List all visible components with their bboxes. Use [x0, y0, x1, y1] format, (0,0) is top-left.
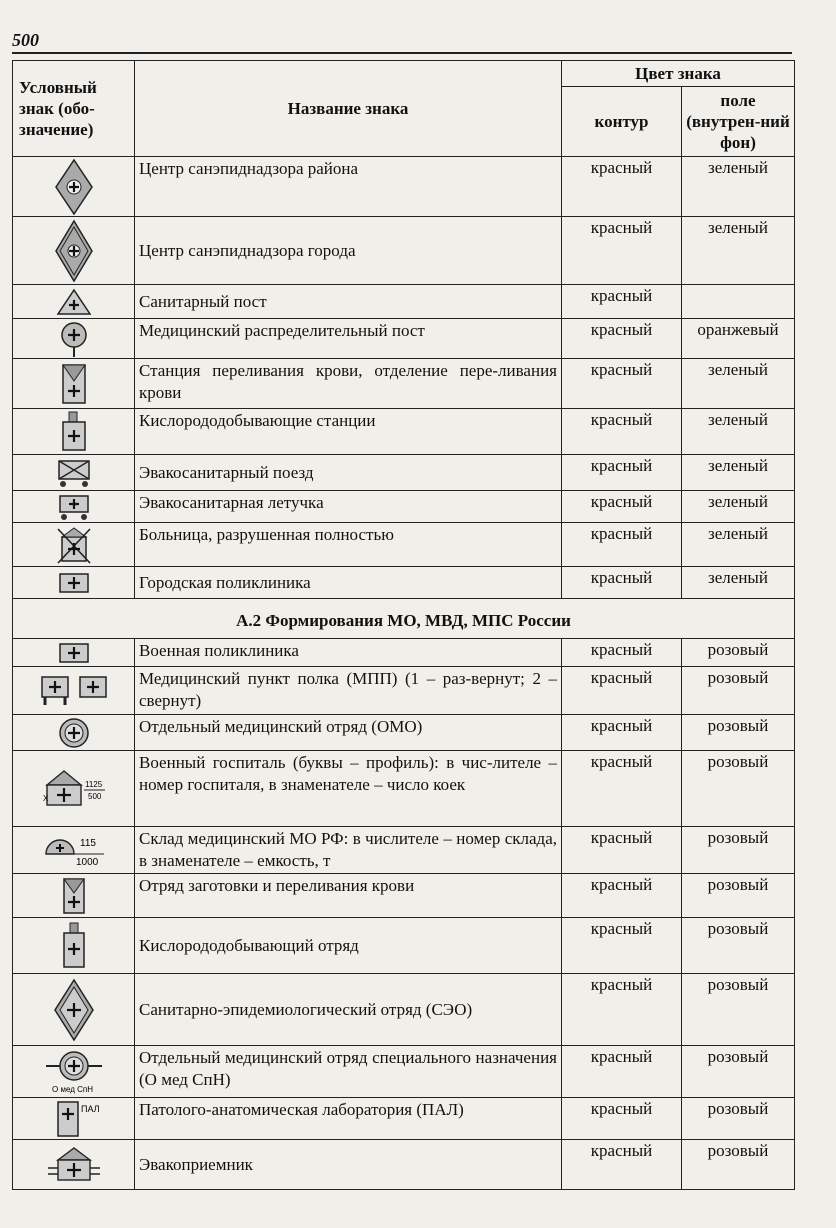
sign-name: Кислорододобывающие станции: [135, 409, 562, 455]
col-header-field: поле (внутрен-ний фон): [682, 87, 795, 157]
evac-train-icon: [53, 457, 95, 489]
warehouse-number: 115: [79, 838, 96, 849]
oxygen-detachment-icon: [59, 921, 89, 971]
sign-name: Отдельный медицинский отряд специального назначения (О мед СпН): [135, 1046, 562, 1098]
sign-name: Санитарно-эпидемиологический отряд (СЭО): [135, 974, 562, 1046]
contour-color: красный: [562, 715, 682, 751]
diamond-cross-icon: [54, 158, 94, 216]
table-row: [13, 667, 795, 715]
field-color: [682, 285, 795, 319]
sign-name: Городская поликлиника: [135, 567, 562, 599]
field-color: зеленый: [682, 455, 795, 491]
triangle-cross-icon: [54, 288, 94, 316]
hospital-number: 1125: [84, 779, 102, 789]
pal-lab-icon: [44, 1099, 104, 1139]
sign-name: Отряд заготовки и переливания крови: [135, 874, 562, 918]
contour-color: красный: [562, 1046, 682, 1098]
evac-flyer-icon: [54, 493, 94, 521]
contour-color: красный: [562, 319, 682, 359]
page-number: 500: [12, 30, 39, 50]
table-row: [13, 567, 795, 599]
blood-station-icon: [57, 361, 91, 407]
section-title: А.2 Формирования МО, МВД, МПС России: [13, 599, 795, 639]
sign-name: Больница, разрушенная полностью: [135, 523, 562, 567]
table-row: [13, 751, 795, 827]
regiment-medpoint-icon: [38, 674, 110, 708]
sign-name: Санитарный пост: [135, 285, 562, 319]
table-row: [13, 455, 795, 491]
sign-name: Патолого-анатомическая лаборатория (ПАЛ): [135, 1098, 562, 1140]
table-row: [13, 523, 795, 567]
sign-name: Центр санэпиднадзора города: [135, 217, 562, 285]
contour-color: красный: [562, 667, 682, 715]
sign-name: Отдельный медицинский отряд (ОМО): [135, 715, 562, 751]
contour-color: красный: [562, 491, 682, 523]
col-header-contour: контур: [562, 87, 682, 157]
seo-diamond-icon: [53, 978, 95, 1042]
table-row: [13, 918, 795, 974]
double-diamond-cross-icon: [54, 219, 94, 283]
col-header-symbol: Условный знак (обо-значение): [13, 61, 135, 157]
destroyed-hospital-icon: [54, 525, 94, 565]
contour-color: красный: [562, 409, 682, 455]
header-rule: [12, 52, 792, 54]
sign-name: Военная поликлиника: [135, 639, 562, 667]
table-row: [13, 319, 795, 359]
col-header-name: Название знака: [135, 61, 562, 157]
field-color: оранжевый: [682, 319, 795, 359]
table-row: [13, 715, 795, 751]
field-color: розовый: [682, 751, 795, 827]
field-color: розовый: [682, 1140, 795, 1190]
blood-detachment-icon: [59, 876, 89, 916]
signs-table: [12, 60, 795, 1190]
table-row: [13, 1098, 795, 1140]
military-hospital-icon: [39, 767, 109, 811]
sign-name: Медицинский пункт полка (МПП) (1 – раз-вернут; 2 – свернут): [135, 667, 562, 715]
medical-warehouse-icon: [40, 832, 108, 868]
field-color: розовый: [682, 639, 795, 667]
contour-color: красный: [562, 1098, 682, 1140]
contour-color: красный: [562, 827, 682, 874]
table-row: [13, 827, 795, 874]
omo-circle-icon: [57, 717, 91, 749]
field-color: розовый: [682, 1046, 795, 1098]
sign-name: Склад медицинский МО РФ: в числителе – номер склада, в знаменателе – емкость, т: [135, 827, 562, 874]
sign-name: Эвакосанитарный поезд: [135, 455, 562, 491]
contour-color: красный: [562, 285, 682, 319]
sign-name: Военный госпиталь (буквы – профиль): в чис-лителе – номер госпиталя, в знаменателе – число коек: [135, 751, 562, 827]
section-row: [13, 599, 795, 639]
contour-color: красный: [562, 455, 682, 491]
field-color: зеленый: [682, 409, 795, 455]
table-row: [13, 409, 795, 455]
field-color: розовый: [682, 974, 795, 1046]
sign-name: Центр санэпиднадзора района: [135, 157, 562, 217]
sign-name: Эвакоприемник: [135, 1140, 562, 1190]
contour-color: красный: [562, 359, 682, 409]
table-row: [13, 1140, 795, 1190]
table-row: [13, 974, 795, 1046]
field-color: зеленый: [682, 523, 795, 567]
circle-flag-icon: [57, 320, 91, 358]
col-header-color: Цвет знака: [562, 61, 795, 87]
sign-name: Эвакосанитарная летучка: [135, 491, 562, 523]
field-color: розовый: [682, 827, 795, 874]
field-color: розовый: [682, 1098, 795, 1140]
field-color: розовый: [682, 715, 795, 751]
table-row: [13, 359, 795, 409]
sign-name: Станция переливания крови, отделение пере-ливания крови: [135, 359, 562, 409]
table-row: [13, 874, 795, 918]
field-color: розовый: [682, 667, 795, 715]
table-row: [13, 285, 795, 319]
omed-spn-caption: О мед СпН: [51, 1084, 93, 1094]
contour-color: красный: [562, 918, 682, 974]
field-color: розовый: [682, 918, 795, 974]
field-color: розовый: [682, 874, 795, 918]
military-clinic-icon: [54, 642, 94, 664]
contour-color: красный: [562, 217, 682, 285]
contour-color: красный: [562, 639, 682, 667]
table-row: [13, 1046, 795, 1098]
field-color: зеленый: [682, 157, 795, 217]
contour-color: красный: [562, 157, 682, 217]
city-clinic-icon: [54, 571, 94, 595]
table-row: [13, 491, 795, 523]
oxygen-station-icon: [57, 410, 91, 454]
field-color: зеленый: [682, 567, 795, 599]
sign-name: Кислорододобывающий отряд: [135, 918, 562, 974]
table-row: [13, 217, 795, 285]
contour-color: красный: [562, 1140, 682, 1190]
table-row: [13, 157, 795, 217]
contour-color: красный: [562, 874, 682, 918]
pal-caption: ПАЛ: [80, 1103, 100, 1114]
omed-spn-icon: [40, 1048, 108, 1096]
field-color: зеленый: [682, 359, 795, 409]
hospital-profile-letter: Х: [42, 793, 48, 803]
contour-color: красный: [562, 751, 682, 827]
evac-receiver-icon: [44, 1144, 104, 1186]
warehouse-capacity: 1000: [75, 857, 98, 868]
field-color: зеленый: [682, 491, 795, 523]
table-row: [13, 639, 795, 667]
sign-name: Медицинский распределительный пост: [135, 319, 562, 359]
contour-color: красный: [562, 567, 682, 599]
contour-color: красный: [562, 974, 682, 1046]
field-color: зеленый: [682, 217, 795, 285]
contour-color: красный: [562, 523, 682, 567]
hospital-beds: 500: [87, 791, 101, 801]
